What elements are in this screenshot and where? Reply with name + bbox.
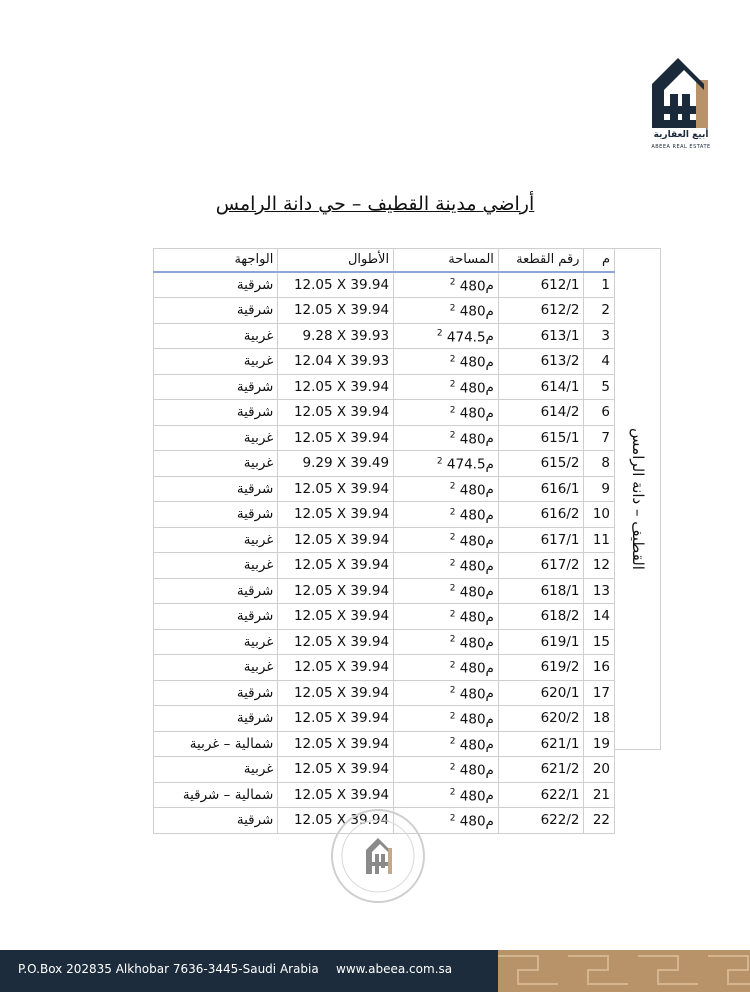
cell-dimensions: 12.05 X 39.94 [278,808,394,834]
footer-pattern [498,950,750,992]
cell-facade: غربية [154,425,278,451]
area-value: 480 [459,533,486,550]
cell-plot-number: 617/1 [498,527,584,553]
area-unit: م$^2$ [449,481,494,499]
cell-area [394,451,499,477]
cell-plot-number: 613/2 [498,349,584,375]
table-row [154,323,615,349]
cell-facade: غربية [154,323,278,349]
cell-area [394,553,499,579]
area-unit: م$^2$ [449,558,494,575]
table-row [154,374,615,400]
area-value: 480 [459,431,486,448]
cell-plot-number: 615/1 [498,425,584,451]
brand-name-english: ABEEA REAL ESTATE [651,144,711,150]
area-unit: م$^2$ [449,634,494,652]
table-row [154,272,615,298]
cell-index: 19 [584,731,615,757]
footer-bar [0,950,750,992]
area-unit: م$^2$ [449,762,494,779]
area-unit: م$^2$ [449,277,494,295]
area-value: 480 [459,482,486,499]
cell-facade: غربية [154,527,278,553]
cell-facade: شرقية [154,272,278,298]
table-row [154,655,615,681]
cell-facade: شرقية [154,706,278,732]
cell-dimensions: 9.28 X 39.93 [278,323,394,349]
cell-index: 10 [584,502,615,528]
cell-index: 4 [584,349,615,375]
cell-dimensions: 12.04 X 39.93 [278,349,394,375]
cell-dimensions: 12.05 X 39.94 [278,476,394,502]
area-value: 480 [459,711,486,728]
cell-dimensions: 12.05 X 39.94 [278,706,394,732]
cell-dimensions: 12.05 X 39.94 [278,604,394,630]
cell-dimensions: 12.05 X 39.94 [278,629,394,655]
cell-dimensions: 12.05 X 39.94 [278,782,394,808]
area-value: 480 [459,558,486,575]
table-row [154,731,615,757]
cell-area [394,476,499,502]
cell-plot-number: 614/1 [498,374,584,400]
cell-facade: شرقية [154,298,278,324]
area-unit: م$^2$ [449,787,494,805]
cell-dimensions: 12.05 X 39.94 [278,502,394,528]
cell-area [394,425,499,451]
cell-plot-number: 616/2 [498,502,584,528]
area-unit: م$^2$ [449,609,494,626]
header-dimensions: الأطوال [278,249,394,272]
area-value: 480 [459,609,486,626]
cell-area [394,527,499,553]
cell-area [394,323,499,349]
cell-area [394,680,499,706]
area-value: 480 [459,762,486,779]
cell-area [394,298,499,324]
cell-plot-number: 619/2 [498,655,584,681]
area-unit: م$^2$ [449,711,494,728]
cell-facade: شرقية [154,476,278,502]
cell-plot-number: 616/1 [498,476,584,502]
cell-plot-number: 615/2 [498,451,584,477]
cell-index: 6 [584,400,615,426]
area-value: 480 [459,737,486,754]
table-row [154,502,615,528]
cell-area [394,731,499,757]
cell-facade: شمالية – غربية [154,731,278,757]
area-unit: م$^2$ [436,456,494,473]
table-row [154,604,615,630]
header-index: م [584,249,615,272]
cell-dimensions: 12.05 X 39.94 [278,374,394,400]
side-label: القطيف – دانة الرامس [628,428,647,570]
cell-area [394,374,499,400]
cell-plot-number: 619/1 [498,629,584,655]
cell-facade: شرقية [154,604,278,630]
area-unit: م$^2$ [436,328,494,346]
header-facade: الواجهة [154,249,278,272]
cell-plot-number: 617/2 [498,553,584,579]
cell-facade: شرقية [154,680,278,706]
cell-index: 11 [584,527,615,553]
page-title: أراضي مدينة القطيف – حي دانة الرامس [215,193,535,215]
cell-dimensions: 12.05 X 39.94 [278,680,394,706]
cell-index: 5 [584,374,615,400]
table-row [154,400,615,426]
table-header-row [154,249,615,272]
cell-dimensions: 12.05 X 39.94 [278,400,394,426]
cell-facade: شرقية [154,808,278,834]
area-unit: م$^2$ [449,303,494,320]
area-unit: م$^2$ [449,354,494,371]
cell-facade: غربية [154,553,278,579]
area-value: 480 [459,686,486,703]
cell-area [394,604,499,630]
cell-index: 12 [584,553,615,579]
cell-dimensions: 12.05 X 39.94 [278,425,394,451]
area-unit: م$^2$ [449,405,494,422]
cell-area [394,629,499,655]
cell-plot-number: 621/1 [498,731,584,757]
plots-table [153,248,615,834]
cell-dimensions: 12.05 X 39.94 [278,272,394,298]
cell-plot-number: 620/2 [498,706,584,732]
table-row [154,629,615,655]
cell-facade: غربية [154,757,278,783]
cell-dimensions: 12.05 X 39.94 [278,527,394,553]
area-value: 480 [459,635,486,652]
table-row [154,782,615,808]
area-unit: م$^2$ [449,532,494,550]
table-row [154,298,615,324]
cell-plot-number: 612/2 [498,298,584,324]
area-value: 480 [459,788,486,805]
area-value: 480 [459,278,486,295]
area-value: 480 [459,813,486,830]
area-unit: م$^2$ [449,583,494,601]
company-stamp [330,808,426,904]
cell-dimensions: 12.05 X 39.94 [278,757,394,783]
cell-plot-number: 622/1 [498,782,584,808]
cell-area [394,655,499,681]
area-unit: م$^2$ [449,507,494,524]
table-row [154,451,615,477]
cell-area [394,578,499,604]
cell-facade: شرقية [154,578,278,604]
cell-plot-number: 621/2 [498,757,584,783]
area-unit: م$^2$ [449,430,494,448]
cell-index: 16 [584,655,615,681]
cell-plot-number: 612/1 [498,272,584,298]
footer-website-link[interactable]: www.abeea.com.sa [336,962,453,976]
cell-index: 20 [584,757,615,783]
area-value: 480 [459,584,486,601]
cell-index: 7 [584,425,615,451]
cell-index: 21 [584,782,615,808]
area-value: 474.5 [446,329,486,346]
area-value: 480 [459,380,486,397]
area-unit: م$^2$ [449,685,494,703]
area-value: 480 [459,405,486,422]
cell-facade: غربية [154,655,278,681]
table-row [154,553,615,579]
cell-plot-number: 613/1 [498,323,584,349]
table-row [154,757,615,783]
table-body [154,272,615,834]
side-merged-cell [615,248,661,750]
cell-facade: غربية [154,451,278,477]
cell-index: 14 [584,604,615,630]
table-row [154,425,615,451]
cell-dimensions: 12.05 X 39.94 [278,655,394,681]
cell-index: 15 [584,629,615,655]
cell-index: 9 [584,476,615,502]
cell-plot-number: 622/2 [498,808,584,834]
cell-index: 17 [584,680,615,706]
cell-area [394,782,499,808]
cell-dimensions: 12.05 X 39.94 [278,731,394,757]
cell-plot-number: 618/1 [498,578,584,604]
area-value: 474.5 [446,456,486,473]
cell-area [394,272,499,298]
cell-index: 2 [584,298,615,324]
cell-facade: شمالية – شرقية [154,782,278,808]
brand-name-arabic: أبيع العقارية [653,130,709,140]
table-row [154,680,615,706]
cell-plot-number: 618/2 [498,604,584,630]
area-unit: م$^2$ [449,813,494,830]
area-unit: م$^2$ [449,736,494,754]
cell-facade: غربية [154,629,278,655]
table-row [154,578,615,604]
cell-index: 3 [584,323,615,349]
table-row [154,706,615,732]
table-row [154,349,615,375]
area-value: 480 [459,354,486,371]
cell-plot-number: 620/1 [498,680,584,706]
cell-index: 22 [584,808,615,834]
area-value: 480 [459,507,486,524]
cell-dimensions: 9.29 X 39.49 [278,451,394,477]
cell-facade: شرقية [154,400,278,426]
plots-table-container [153,248,661,830]
cell-dimensions: 12.05 X 39.94 [278,553,394,579]
cell-area [394,757,499,783]
area-unit: م$^2$ [449,660,494,677]
cell-facade: غربية [154,349,278,375]
area-value: 480 [459,660,486,677]
cell-facade: شرقية [154,502,278,528]
table-row [154,527,615,553]
cell-index: 8 [584,451,615,477]
cell-index: 1 [584,272,615,298]
cell-index: 13 [584,578,615,604]
cell-dimensions: 12.05 X 39.94 [278,298,394,324]
table-row [154,476,615,502]
cell-index: 18 [584,706,615,732]
cell-area [394,400,499,426]
cell-area [394,502,499,528]
cell-plot-number: 614/2 [498,400,584,426]
cell-area [394,706,499,732]
cell-dimensions: 12.05 X 39.94 [278,578,394,604]
area-unit: م$^2$ [449,379,494,397]
header-plot-number: رقم القطعة [498,249,584,272]
cell-area [394,349,499,375]
area-value: 480 [459,303,486,320]
cell-facade: شرقية [154,374,278,400]
header-area: المساحة [394,249,499,272]
footer-address: P.O.Box 202835 Alkhobar 7636-3445-Saudi Arabia [18,962,319,976]
